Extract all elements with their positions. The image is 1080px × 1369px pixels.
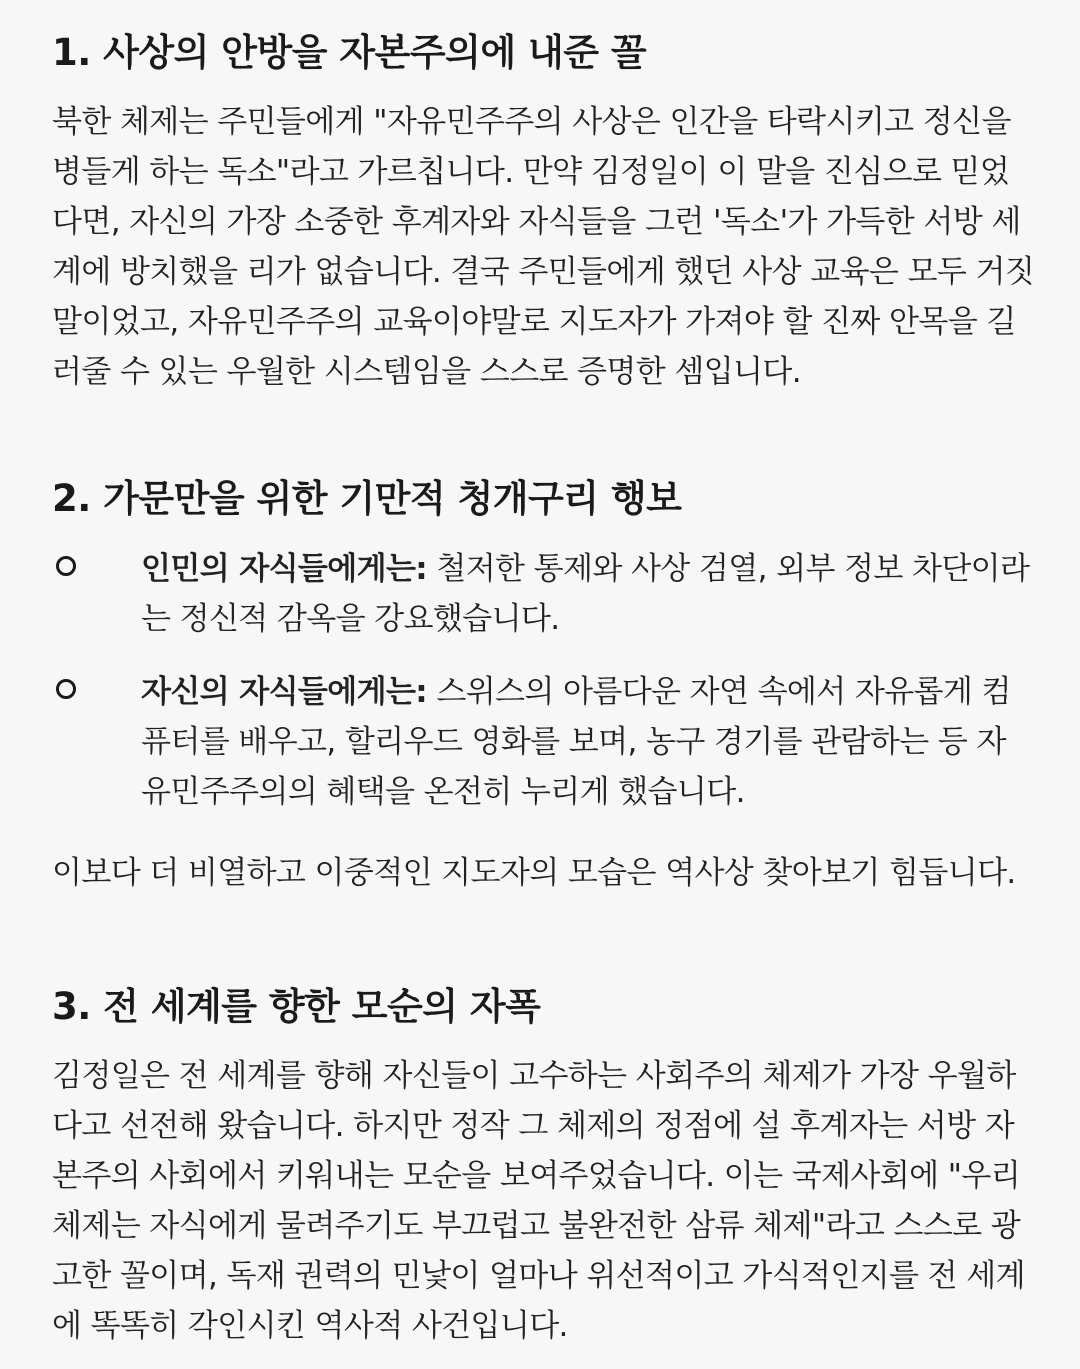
- list-item-text: [141, 544, 1031, 644]
- section-2-closing: 이보다 더 비열하고 이중적인 지도자의 모습은 역사상 찾아보기 힘듭니다.: [52, 855, 1016, 891]
- list-item-body: 스위스의 아름다운 자연 속에서 자유롭게 컴퓨터를 배우고, 할리우드 영화를 보며, 농구 경기를 관람하는 등 자유민주주의의 혜택을 온전히 누리게 했습니다.: [141, 674, 1011, 810]
- list-item: [52, 667, 1037, 817]
- list-item-body: 철저한 통제와 사상 검열, 외부 정보 차단이라는 정신적 감옥을 강요했습니다.: [141, 551, 1030, 637]
- list-item: [52, 544, 1037, 644]
- section-3-heading: 3. 전 세계를 향한 모순의 자폭: [52, 985, 541, 1028]
- hollow-circle-bullet-icon: [56, 556, 76, 576]
- list-item-label: 인민의 자식들에게는:: [141, 551, 428, 587]
- list-item-text: [141, 667, 1031, 817]
- section-1-heading: 1. 사상의 안방을 자본주의에 내준 꼴: [52, 31, 647, 74]
- section-2-heading: 2. 가문만을 위한 기만적 청개구리 행보: [52, 477, 682, 520]
- list-item-label: 자신의 자식들에게는:: [141, 674, 428, 710]
- section-1-body: 북한 체제는 주민들에게 "자유민주주의 사상은 인간을 타락시키고 정신을 병들게 하는 독소"라고 가르칩니다. 만약 김정일이 이 말을 진심으로 믿었다면, 자신의 가장 소중한 후계자와 자식들을 그런 '독소'가 가득한 서방 세계에 방치했을 리가 없습니다. 결국 주민들에게 했던 사상 교육은 모두 거짓말이었고, 자유민주주의 교육이야말로 지도자가 가져야 할 진짜 안목을 길러줄 수 있는 우월한 시스템임을 스스로 증명한 셈입니다.: [52, 104, 1035, 390]
- section-3-body: 김정일은 전 세계를 향해 자신들이 고수하는 사회주의 체제가 가장 우월하다고 선전해 왔습니다. 하지만 정작 그 체제의 정점에 설 후계자는 서방 자본주의 사회에서 키워내는 모순을 보여주었습니다. 이는 국제사회에 "우리 체제는 자식에게 물려주기도 부끄럽고 불완전한 삼류 체제"라고 스스로 광고한 꼴이며, 독재 권력의 민낯이 얼마나 위선적이고 가식적인지를 전 세계에 똑똑히 각인시킨 역사적 사건입니다.: [52, 1058, 1025, 1344]
- hollow-circle-bullet-icon: [56, 679, 76, 699]
